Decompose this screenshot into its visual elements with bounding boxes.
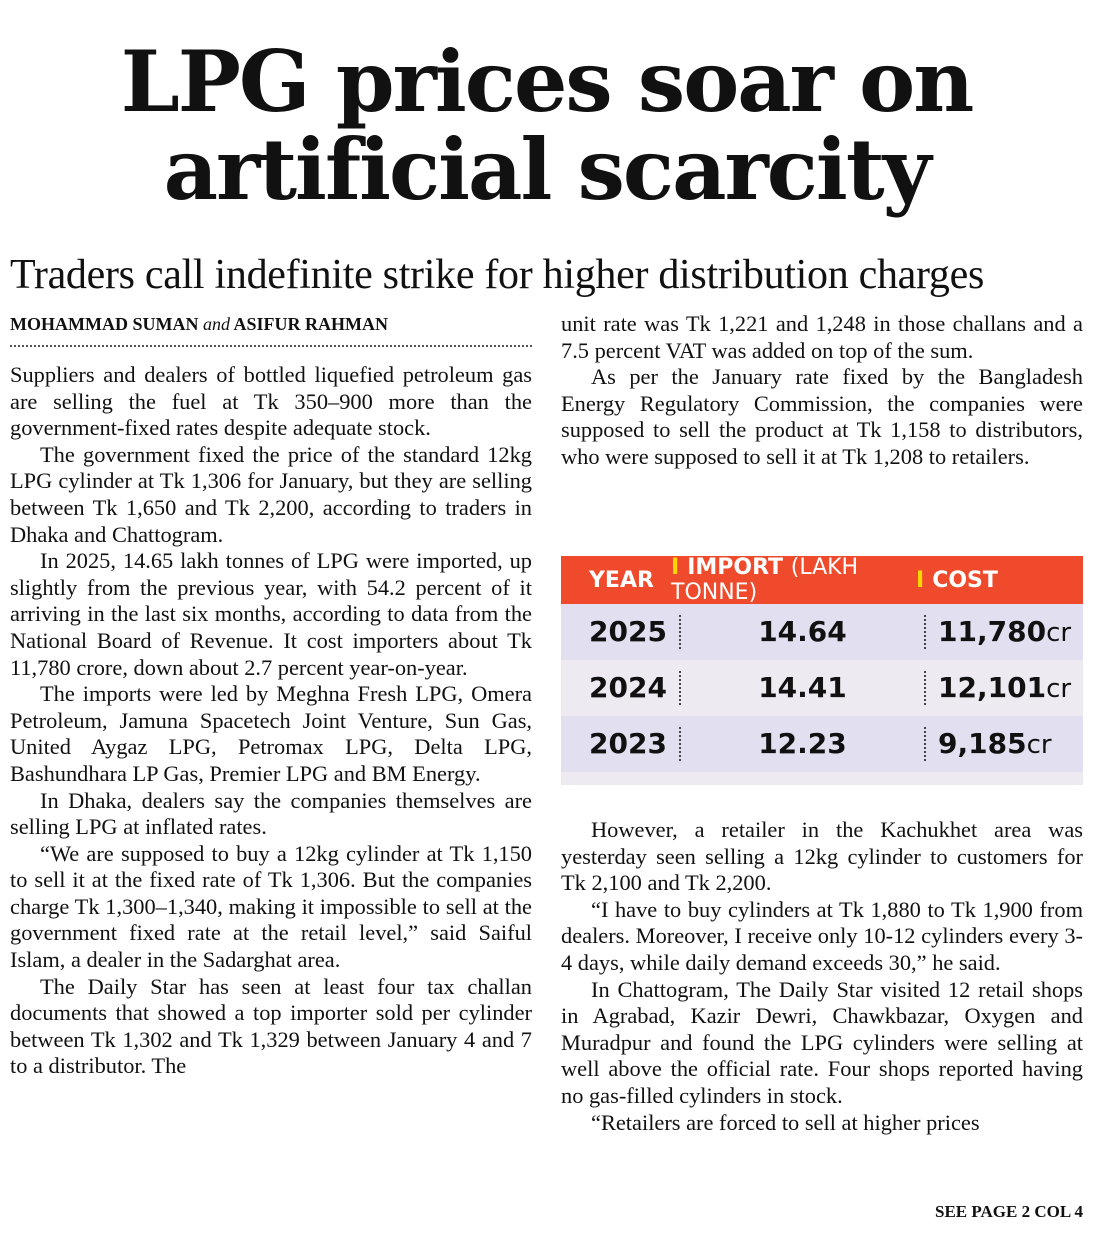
table-header [561,556,1083,604]
header-separator: I [671,555,680,580]
paragraph: “I have to buy cylinders at Tk 1,880 to Tk 1,900 from dealers. Moreover, I receive only 10-12 cylinders every 3-4 days, while daily demand exceeds 30,” he said. [561,896,1083,975]
paragraph: Suppliers and dealers of bottled liquefied petroleum gas are selling the fuel at Tk 350–900 more than the government-fixed rates despite adequate stock. [10,362,532,441]
cell-import: 14.64 [681,615,926,649]
cost-unit: cr [1046,618,1072,648]
article-column-left [10,362,532,1080]
continued-on-link[interactable]: SEE PAGE 2 COL 4 [935,1202,1083,1221]
cost-unit: cr [1046,674,1072,704]
cell-import: 14.41 [681,671,926,705]
header-import-unit: (LAKH TONNE) [671,555,859,605]
header-import-label: IMPORT [687,555,784,580]
cell-cost [926,727,1052,761]
paragraph: unit rate was Tk 1,221 and 1,248 in those challans and a 7.5 percent VAT was added on top of the sum. [561,311,1083,363]
header-import [671,555,916,605]
byline [10,312,388,336]
subheadline: Traders call indefinite strike for higher distribution charges [10,252,984,298]
paragraph: The imports were led by Meghna Fresh LPG, Omera Petroleum, Jamuna Spacetech Joint Venture, Sun Gas, United Aygaz LPG, Petromax LPG, Delta LPG, Bashundhara LP Gas, Premier LPG and BM Energy. [10,681,532,786]
article-column-right-top [561,311,1083,471]
byline-conjunction: and [202,314,230,334]
byline-author-1: MOHAMMAD SUMAN [10,314,199,334]
table-row [561,716,1083,772]
lpg-import-table [561,556,1083,785]
paragraph: However, a retailer in the Kachukhet area was yesterday seen selling a 12kg cylinder to customers for Tk 2,100 and Tk 2,200. [561,817,1083,896]
header-cost [916,568,1083,593]
cell-year: 2024 [561,671,681,705]
header-cost-label: COST [932,567,998,593]
headline [0,32,1093,219]
cost-value: 12,101 [938,671,1047,704]
paragraph: “Retailers are forced to sell at higher prices [591,1109,980,1135]
header-year: YEAR [589,567,654,593]
cell-year: 2025 [561,615,681,649]
paragraph: In Chattogram, The Daily Star visited 12 retail shops in Agrabad, Kazir Dewri, Chawkbazar, Oxygen and Muradpur and found the LPG cylinders were selling at well above the official rate. Four shops reported having no gas-filled cylinders in stock. [561,976,1083,1108]
cell-year: 2023 [561,727,681,761]
cell-import: 12.23 [681,727,926,761]
headline-line-1: LPG prices soar on [120,32,973,131]
table-row [561,604,1083,660]
cell-cost [926,615,1071,649]
byline-author-2: ASIFUR RAHMAN [233,314,388,334]
byline-divider [10,345,532,347]
cost-value: 11,780 [938,615,1047,648]
paragraph: In Dhaka, dealers say the companies themselves are selling LPG at inflated rates. [10,787,532,840]
paragraph: “We are supposed to buy a 12kg cylinder at Tk 1,150 to sell it at the fixed rate of Tk 1,306. But the companies charge Tk 1,300–1,340, making it impossible to sell at the government fixed rate at the retail level,” said Saiful Islam, a dealer in the Sadarghat area. [10,840,532,973]
header-separator: I [916,567,925,593]
cost-unit: cr [1026,730,1052,760]
paragraph: In 2025, 14.65 lakh tonnes of LPG were imported, up slightly from the previous year, with 54.2 percent of it arriving in the last six months, according to data from the National Board of Revenue. It cost importers about Tk 11,780 crore, down about 2.7 percent year-on-year. [10,548,532,680]
table-row [561,660,1083,716]
paragraph: As per the January rate fixed by the Bangladesh Energy Regulatory Commission, the companies were supposed to sell the product at Tk 1,158 to distributors, who were supposed to sell it at Tk 1,208 to retailers. [561,364,1083,469]
article-column-right-bottom [561,817,1083,1136]
cell-cost [926,671,1071,705]
paragraph: The Daily Star has seen at least four tax challan documents that showed a top importer sold per cylinder between Tk 1,302 and Tk 1,329 between January 4 and 7 to a distributor. The [10,973,532,1079]
paragraph: The government fixed the price of the standard 12kg LPG cylinder at Tk 1,306 for January, but they are selling between Tk 1,650 and Tk 2,200, according to traders in Dhaka and Chattogram. [10,441,532,547]
cost-value: 9,185 [938,727,1027,760]
headline-line-2: artificial scarcity [163,120,930,219]
